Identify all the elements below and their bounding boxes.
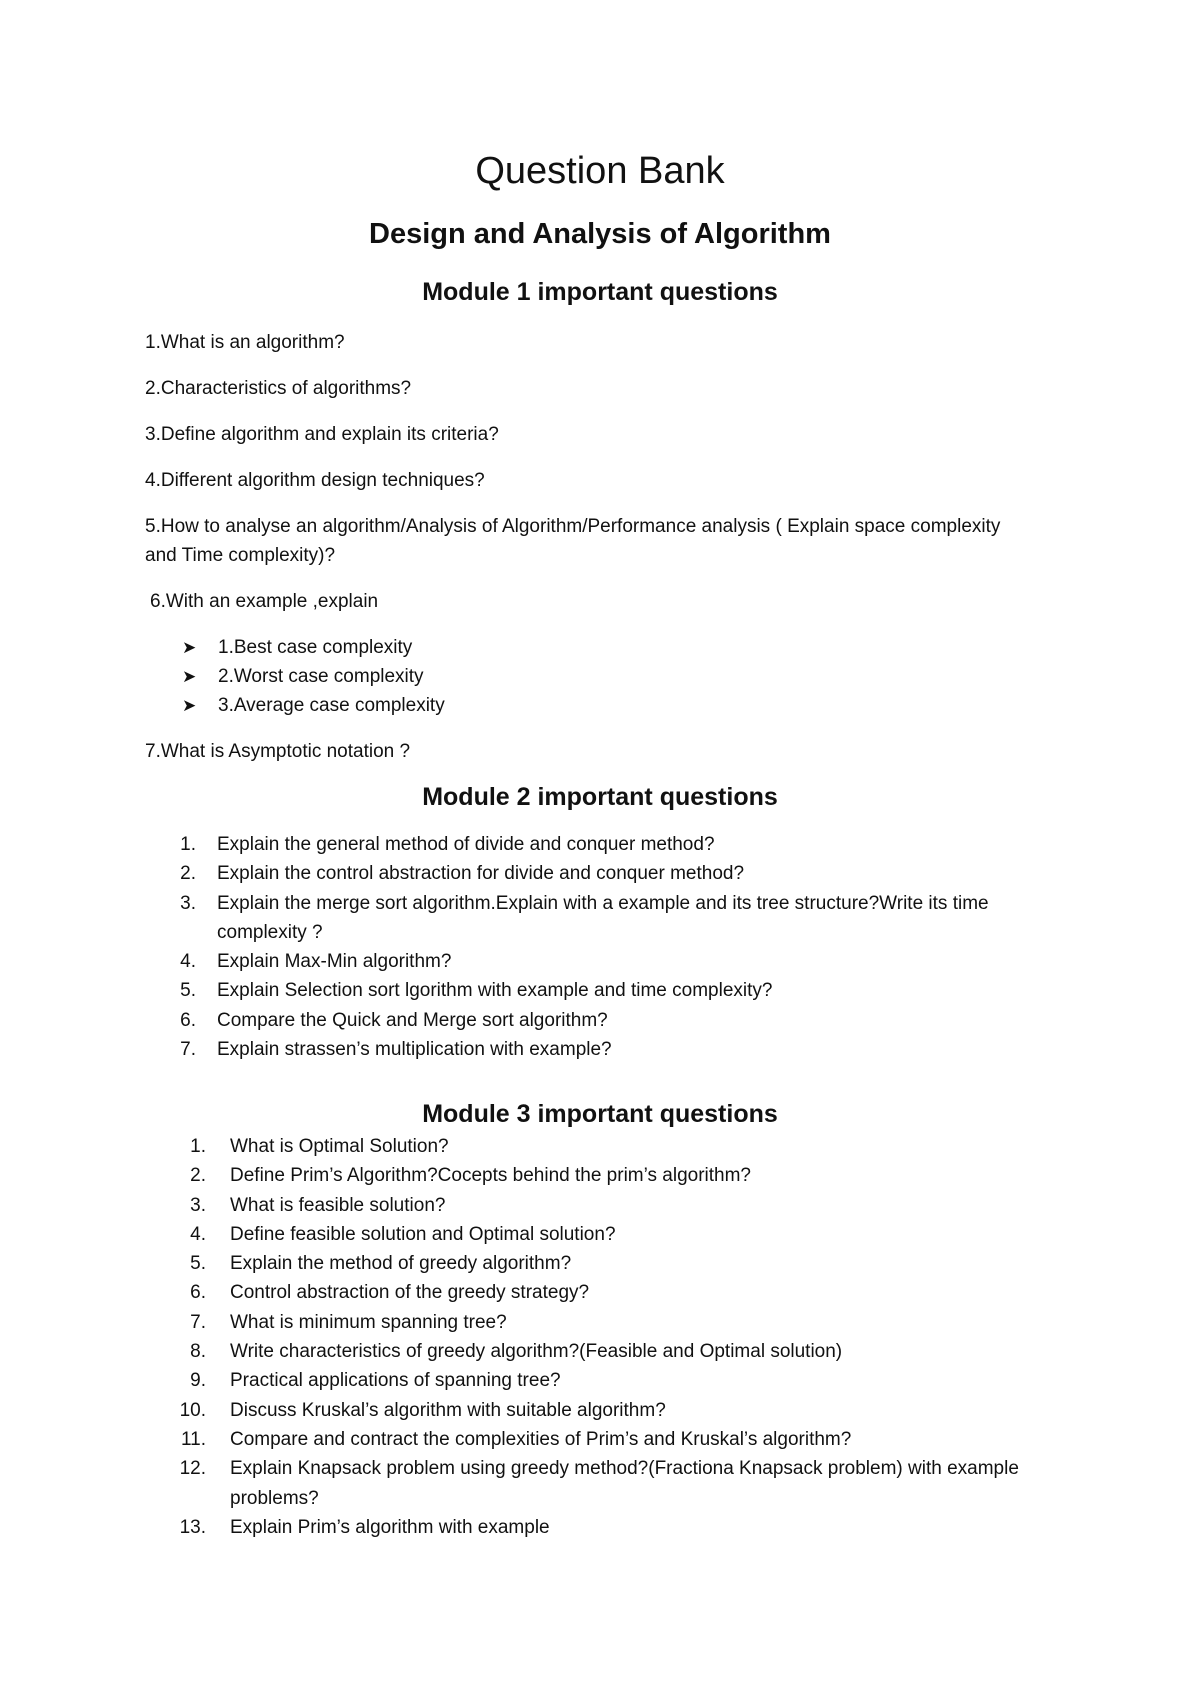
list-item: 3. What is feasible solution? bbox=[190, 1194, 446, 1216]
list-item: 5. Explain the method of greedy algorithm? bbox=[190, 1253, 572, 1275]
list-item: 5. Explain Selection sort lgorithm with example and time complexity? bbox=[180, 980, 773, 1002]
module1-subitem-3: ➤ 3.Average case complexity bbox=[182, 691, 445, 720]
list-item: 2. Explain the control abstraction for divide and conquer method? bbox=[180, 863, 745, 885]
list-item: 1. What is Optimal Solution? bbox=[190, 1136, 449, 1157]
list-item: 9. Practical applications of spanning tree? bbox=[190, 1370, 561, 1392]
module1-question-1: 1.What is an algorithm? bbox=[145, 332, 345, 353]
list-item: 7. What is minimum spanning tree? bbox=[190, 1311, 507, 1333]
arrow-bullet-icon: ➤ bbox=[182, 696, 197, 715]
module1-heading: Module 1 important questions bbox=[422, 278, 778, 306]
list-item: 4. Explain Max-Min algorithm? bbox=[180, 951, 452, 973]
list-item: 8. Write characteristics of greedy algorithm?(Feasible and Optimal solution) bbox=[190, 1341, 843, 1363]
list-item: 4. Define feasible solution and Optimal solution? bbox=[190, 1223, 616, 1245]
module1-question-6: 6.With an example ,explain bbox=[150, 591, 379, 612]
list-item: 12. Explain Knapsack problem using greedy method?(Fractiona Knapsack problem) with example problems? bbox=[179, 1458, 1019, 1509]
module2-question-list bbox=[0, 830, 1100, 1064]
arrow-bullet-icon: ➤ bbox=[182, 667, 197, 686]
list-item: 10. Discuss Kruskal’s algorithm with suitable algorithm? bbox=[179, 1399, 666, 1421]
module2-heading: Module 2 important questions bbox=[422, 783, 778, 811]
module1-subitem-2: ➤ 2.Worst case complexity bbox=[182, 662, 424, 691]
module1-question-4: 4.Different algorithm design techniques? bbox=[145, 470, 485, 491]
module1-question-5: 5.How to analyse an algorithm/Analysis of Algorithm/Performance analysis ( Explain space complexity and Time complexity)? bbox=[145, 516, 1001, 566]
list-item: 6. Compare the Quick and Merge sort algorithm? bbox=[180, 1009, 608, 1031]
list-item: 6. Control abstraction of the greedy strategy? bbox=[190, 1282, 590, 1304]
module1-question-2: 2.Characteristics of algorithms? bbox=[145, 378, 412, 399]
page-title: Question Bank bbox=[475, 150, 725, 192]
module1-question-3: 3.Define algorithm and explain its criteria? bbox=[145, 424, 499, 445]
list-item: 1. Explain the general method of divide and conquer method? bbox=[180, 834, 715, 855]
module1-subitem-1: ➤ 1.Best case complexity bbox=[182, 633, 412, 662]
list-item: 3. Explain the merge sort algorithm.Explain with a example and its tree structure?Write its time complexity ? bbox=[180, 892, 989, 943]
list-item: 2. Define Prim’s Algorithm?Cocepts behind the prim’s algorithm? bbox=[190, 1165, 751, 1187]
module3-heading: Module 3 important questions bbox=[422, 1100, 778, 1128]
list-item: 13. Explain Prim’s algorithm with example bbox=[179, 1516, 550, 1538]
module3-question-list bbox=[0, 1132, 1100, 1542]
arrow-bullet-icon: ➤ bbox=[182, 638, 197, 657]
document-subtitle: Design and Analysis of Algorithm bbox=[369, 218, 831, 250]
list-item: 11. Compare and contract the complexities of Prim’s and Kruskal’s algorithm? bbox=[180, 1428, 852, 1450]
list-item: 7. Explain strassen’s multiplication with example? bbox=[180, 1039, 612, 1061]
module1-question-7: 7.What is Asymptotic notation ? bbox=[145, 741, 411, 762]
